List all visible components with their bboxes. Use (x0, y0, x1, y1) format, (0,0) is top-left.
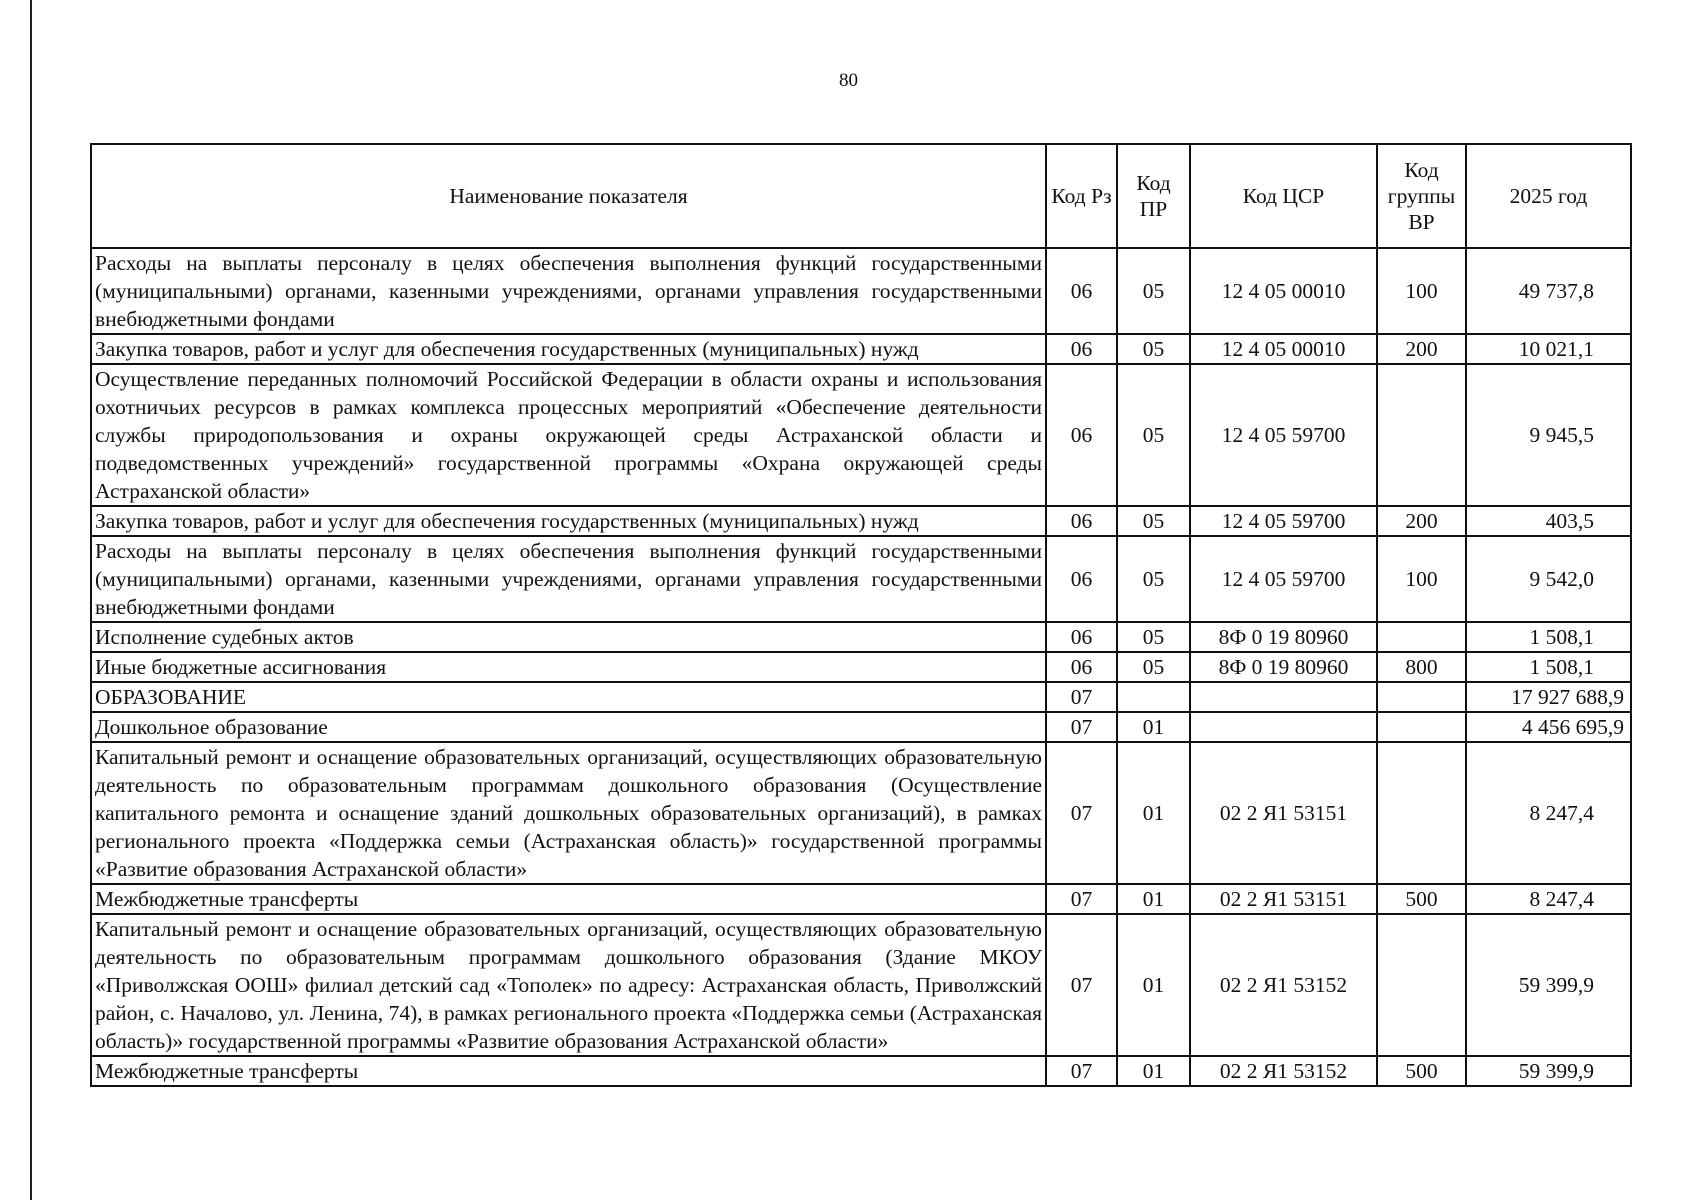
table-row (91, 334, 1631, 364)
cell-name: Межбюджетные трансферты (91, 884, 1046, 914)
cell-rz: 06 (1046, 506, 1117, 536)
cell-vr (1377, 622, 1466, 652)
cell-csr: 02 2 Я1 53151 (1190, 742, 1377, 884)
cell-rz: 07 (1046, 1056, 1117, 1086)
cell-name: Капитальный ремонт и оснащение образовательных организаций, осуществляющих образовательную деятельность по образовательным программам дошкольного образования (Здание МКОУ «Приволжская ООШ» филиал детский сад «Тополек» по адресу: Астраханская область, Приволжский район, с. Началово, ул. Ленина, 74), в рамках регионального проекта «Поддержка семьи (Астраханская область)» государственной программы «Развитие образования Астраханской области» (91, 914, 1046, 1056)
cell-amount: 49 737,8 (1466, 248, 1631, 334)
cell-name: Межбюджетные трансферты (91, 1056, 1046, 1086)
header-year: 2025 год (1466, 144, 1631, 248)
table-row (91, 682, 1631, 712)
cell-csr: 12 4 05 59700 (1190, 364, 1377, 506)
cell-name: Расходы на выплаты персоналу в целях обеспечения выполнения функций государственными (муниципальными) органами, казенными учреждениями, органами управления государственными внебюджетными фондами (91, 248, 1046, 334)
header-rz: Код Рз (1046, 144, 1117, 248)
cell-name: Закупка товаров, работ и услуг для обеспечения государственных (муниципальных) нужд (91, 506, 1046, 536)
cell-amount: 403,5 (1466, 506, 1631, 536)
cell-vr: 200 (1377, 506, 1466, 536)
cell-rz: 06 (1046, 652, 1117, 682)
table-row (91, 884, 1631, 914)
cell-vr: 800 (1377, 652, 1466, 682)
cell-name: Расходы на выплаты персоналу в целях обеспечения выполнения функций государственными (муниципальными) органами, казенными учреждениями, органами управления государственными внебюджетными фондами (91, 536, 1046, 622)
cell-name: Закупка товаров, работ и услуг для обеспечения государственных (муниципальных) нужд (91, 334, 1046, 364)
cell-vr: 200 (1377, 334, 1466, 364)
cell-pr: 05 (1117, 364, 1190, 506)
cell-pr (1117, 682, 1190, 712)
cell-csr: 12 4 05 59700 (1190, 506, 1377, 536)
cell-rz: 07 (1046, 884, 1117, 914)
table-row (91, 1056, 1631, 1086)
binding-margin-line (30, 0, 32, 1200)
table-row (91, 712, 1631, 742)
table-row (91, 536, 1631, 622)
header-pr: Код ПР (1117, 144, 1190, 248)
cell-csr: 02 2 Я1 53152 (1190, 1056, 1377, 1086)
cell-vr (1377, 742, 1466, 884)
cell-pr: 01 (1117, 742, 1190, 884)
cell-pr: 01 (1117, 712, 1190, 742)
cell-csr: 12 4 05 59700 (1190, 536, 1377, 622)
cell-name: Исполнение судебных актов (91, 622, 1046, 652)
cell-rz: 06 (1046, 248, 1117, 334)
cell-pr: 01 (1117, 884, 1190, 914)
cell-amount: 9 945,5 (1466, 364, 1631, 506)
cell-rz: 06 (1046, 334, 1117, 364)
cell-csr: 8Ф 0 19 80960 (1190, 652, 1377, 682)
cell-csr: 02 2 Я1 53152 (1190, 914, 1377, 1056)
cell-rz: 07 (1046, 914, 1117, 1056)
cell-vr: 100 (1377, 248, 1466, 334)
cell-vr: 500 (1377, 1056, 1466, 1086)
cell-rz: 07 (1046, 682, 1117, 712)
cell-pr: 05 (1117, 652, 1190, 682)
cell-csr (1190, 682, 1377, 712)
cell-rz: 07 (1046, 742, 1117, 884)
cell-pr: 05 (1117, 506, 1190, 536)
cell-amount: 1 508,1 (1466, 652, 1631, 682)
page-number: 80 (839, 70, 858, 91)
cell-pr: 05 (1117, 334, 1190, 364)
table-row (91, 622, 1631, 652)
table-header-row (91, 144, 1631, 248)
cell-amount: 10 021,1 (1466, 334, 1631, 364)
cell-amount: 4 456 695,9 (1466, 712, 1631, 742)
table-row (91, 506, 1631, 536)
cell-amount: 59 399,9 (1466, 1056, 1631, 1086)
cell-csr: 8Ф 0 19 80960 (1190, 622, 1377, 652)
cell-csr: 02 2 Я1 53151 (1190, 884, 1377, 914)
cell-amount: 17 927 688,9 (1466, 682, 1631, 712)
cell-rz: 06 (1046, 536, 1117, 622)
cell-pr: 05 (1117, 536, 1190, 622)
cell-pr: 01 (1117, 914, 1190, 1056)
table-row (91, 248, 1631, 334)
cell-amount: 8 247,4 (1466, 884, 1631, 914)
header-name: Наименование показателя (91, 144, 1046, 248)
cell-name: Дошкольное образование (91, 712, 1046, 742)
cell-name: Осуществление переданных полномочий Российской Федерации в области охраны и использования охотничьих ресурсов в рамках комплекса процессных мероприятий «Обеспечение деятельности службы природопользования и охраны окружающей среды Астраханской области и подведомственных учреждений» государственной программы «Охрана окружающей среды Астраханской области» (91, 364, 1046, 506)
cell-pr: 01 (1117, 1056, 1190, 1086)
cell-name: Капитальный ремонт и оснащение образовательных организаций, осуществляющих образовательную деятельность по образовательным программам дошкольного образования (Осуществление капитального ремонта и оснащение зданий дошкольных образовательных организаций), в рамках регионального проекта «Поддержка семьи (Астраханская область)» государственной программы «Развитие образования Астраханской области» (91, 742, 1046, 884)
header-csr: Код ЦСР (1190, 144, 1377, 248)
cell-amount: 59 399,9 (1466, 914, 1631, 1056)
cell-amount: 9 542,0 (1466, 536, 1631, 622)
cell-pr: 05 (1117, 622, 1190, 652)
cell-pr: 05 (1117, 248, 1190, 334)
cell-name: ОБРАЗОВАНИЕ (91, 682, 1046, 712)
cell-csr: 12 4 05 00010 (1190, 248, 1377, 334)
cell-name: Иные бюджетные ассигнования (91, 652, 1046, 682)
cell-vr (1377, 914, 1466, 1056)
header-vr: Код группы ВР (1377, 144, 1466, 248)
table-row (91, 652, 1631, 682)
table-row (91, 364, 1631, 506)
table-row (91, 914, 1631, 1056)
budget-table (90, 143, 1632, 1087)
cell-rz: 06 (1046, 622, 1117, 652)
cell-rz: 07 (1046, 712, 1117, 742)
cell-vr (1377, 682, 1466, 712)
cell-csr (1190, 712, 1377, 742)
cell-amount: 1 508,1 (1466, 622, 1631, 652)
cell-vr (1377, 364, 1466, 506)
table-row (91, 742, 1631, 884)
cell-rz: 06 (1046, 364, 1117, 506)
cell-vr: 100 (1377, 536, 1466, 622)
cell-vr: 500 (1377, 884, 1466, 914)
cell-csr: 12 4 05 00010 (1190, 334, 1377, 364)
cell-vr (1377, 712, 1466, 742)
cell-amount: 8 247,4 (1466, 742, 1631, 884)
